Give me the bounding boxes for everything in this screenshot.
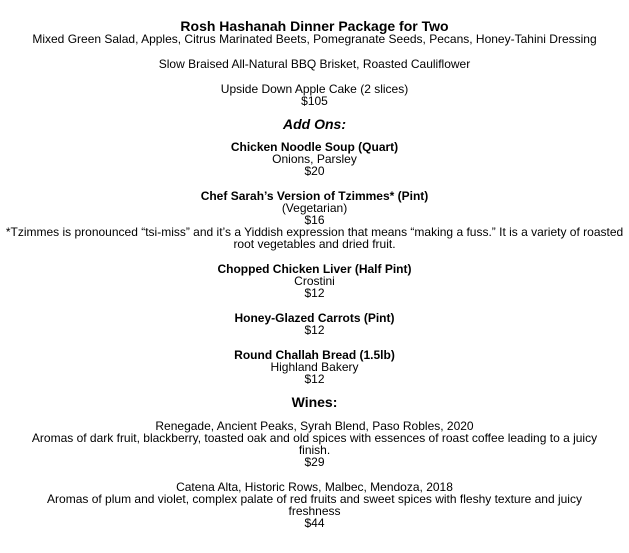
package-title: Rosh Hashanah Dinner Package for Two: [180, 18, 449, 34]
wine-price: $44: [304, 516, 325, 530]
wine-item-renegade: [0, 420, 629, 468]
addon-item-tzimmes: [0, 190, 629, 250]
addon-price: $12: [304, 372, 325, 386]
addon-item-carrots: [0, 312, 629, 336]
addon-detail: Crostini: [294, 274, 335, 288]
addon-name: Honey-Glazed Carrots (Pint): [234, 311, 395, 325]
addon-price: $20: [304, 164, 325, 178]
addon-name: Round Challah Bread (1.5lb): [234, 348, 395, 362]
addon-detail: Onions, Parsley: [272, 152, 357, 166]
addon-item-chicken-soup: [0, 141, 629, 177]
addon-detail: (Vegetarian): [281, 201, 348, 215]
addon-price: $12: [304, 323, 325, 337]
package-course-salad: Mixed Green Salad, Apples, Citrus Marinated Beets, Pomegranate Seeds, Pecans, Honey-Tahini Dressing: [32, 32, 597, 46]
package-course-cake: Upside Down Apple Cake (2 slices): [220, 82, 409, 96]
package-course-brisket: Slow Braised All-Natural BBQ Brisket, Roasted Cauliflower: [158, 57, 471, 71]
wine-description: Aromas of plum and violet, complex palate of red fruits and sweet spices with fleshy texture and juicy freshness: [47, 492, 582, 518]
addon-note: *Tzimmes is pronounced “tsi-miss” and it’s a Yiddish expression that means “making a fuss.” It is a variety of roasted root vegetables and dried fruit.: [5, 225, 624, 251]
wine-description: Aromas of dark fruit, blackberry, toasted oak and old spices with essences of roast coffee leading to a juicy finish.: [31, 431, 598, 457]
addon-price: $16: [304, 213, 325, 227]
addon-item-chicken-liver: [0, 263, 629, 299]
addon-name: Chef Sarah’s Version of Tzimmes* (Pint): [200, 189, 429, 203]
wine-item-catena: [0, 481, 629, 529]
addon-item-challah: [0, 349, 629, 385]
wine-name: Renegade, Ancient Peaks, Syrah Blend, Paso Robles, 2020: [155, 419, 474, 433]
wine-price: $29: [304, 455, 325, 469]
wines-heading: Wines:: [291, 394, 338, 410]
addons-heading: Add Ons:: [283, 116, 346, 132]
package-price: $105: [301, 94, 328, 108]
addon-detail: Highland Bakery: [270, 360, 359, 374]
wine-name: Catena Alta, Historic Rows, Malbec, Mendoza, 2018: [176, 480, 453, 494]
package-section: [0, 19, 629, 107]
addon-name: Chicken Noodle Soup (Quart): [230, 140, 399, 154]
addon-price: $12: [304, 286, 325, 300]
addon-name: Chopped Chicken Liver (Half Pint): [217, 262, 412, 276]
